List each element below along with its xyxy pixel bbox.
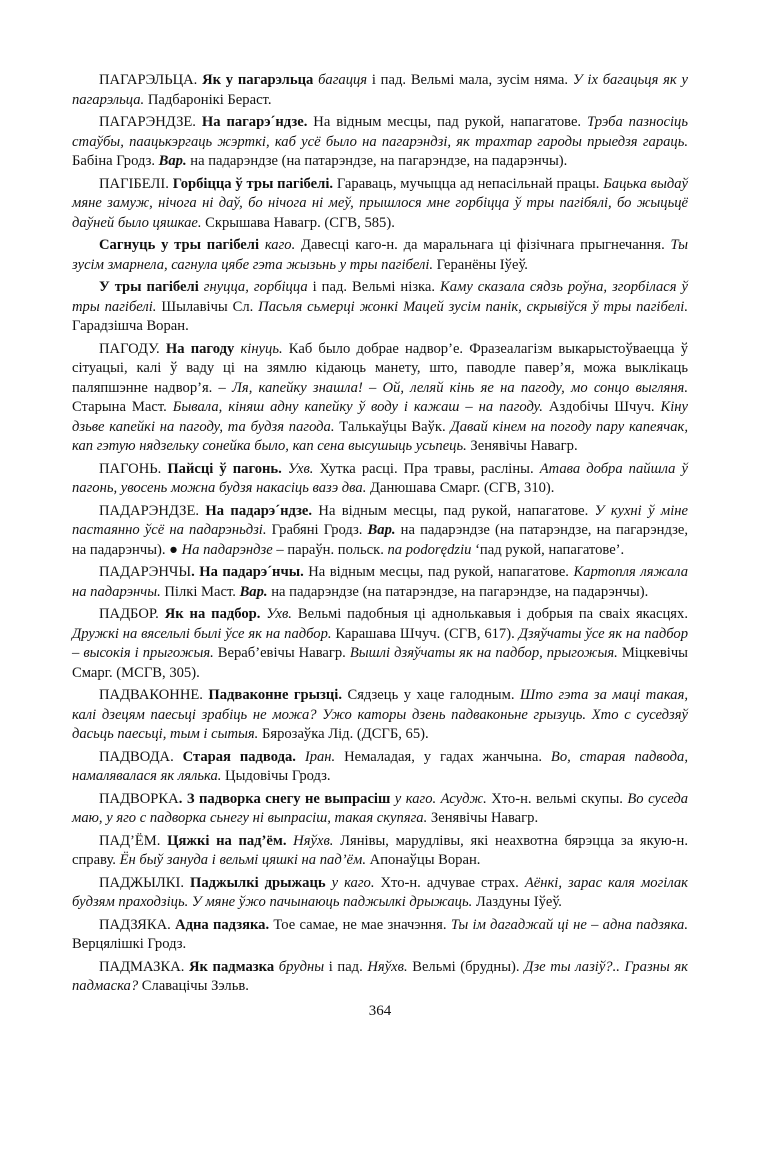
italic-text: Ён быў зануда і вельмі цяшкі на пад’ём.: [119, 852, 366, 868]
headword-phrase: На пагоду: [165, 340, 235, 357]
entry-text: ПАДАРЭНДЗЕ.: [99, 502, 206, 519]
headword-phrase: Адна падзяка.: [175, 916, 270, 933]
entry-text: Вельмі падобныя ці аднолькавыя і добрыя па сваіх якасцях.: [291, 606, 688, 622]
entry-text: ‘пад рукой, напагатове’.: [471, 541, 625, 558]
entry-text: Пілкі Маст.: [160, 583, 240, 600]
entry-text: Цыдовічы Гродз.: [221, 768, 331, 784]
headword-phrase: Цяжкі на пад’ём.: [167, 832, 287, 849]
entry-text: на падарэндзе (на патарэндзе, на пагарэндзе, на падарэнчы).: [267, 583, 649, 600]
italic-text: Вар.: [367, 522, 396, 538]
entry-text: ПАДВАКОННЕ.: [99, 687, 209, 703]
entry-text: Міцкевічы Смарг. (МСГВ, 305).: [72, 645, 688, 681]
entry-text: ПАГАРЭНДЗЕ.: [99, 114, 202, 130]
italic-text: Пасьля сьмерці жонкі Мацей зусім панік, скрывіўся ў тры пагібелі.: [258, 298, 688, 315]
italic-text: Ухв.: [266, 606, 292, 622]
entry-text: Карашава Шчуч. (СГВ, 617).: [331, 625, 519, 642]
entry-text: ПАДВОДА.: [99, 748, 183, 765]
italic-text: Ты ім дагаджай ці не – адна падзяка.: [450, 916, 688, 933]
italic-text: У кухні ў міне пастаянно ўсё на падарэньдзі.: [72, 502, 688, 538]
italic-text: каго.: [264, 237, 296, 253]
entry-padjom: [72, 832, 688, 871]
headword-phrase: Падваконне грызці.: [208, 687, 343, 703]
italic-text: у каго.: [331, 874, 375, 891]
entry-text: ПАДВОРКА: [99, 790, 179, 807]
italic-text: брудны: [278, 958, 325, 975]
entry-padarendze: [72, 502, 688, 561]
entry-padvoda: [72, 748, 688, 787]
headword-phrase: Як на падбор.: [164, 606, 261, 622]
entry-pagodu: [72, 340, 688, 457]
italic-text: у каго. Асудж.: [394, 790, 487, 807]
entry-text: ПАГІБЕЛІ.: [99, 175, 173, 192]
entry-text: Талькаўцы Ваўк.: [334, 418, 451, 435]
entry-text: і пад. Вельмі нізка.: [307, 279, 441, 295]
entry-u-try-pagibeli: [72, 278, 688, 337]
entry-text: Славацічы Зэльв.: [138, 978, 249, 994]
italic-text: гнуцца, горбіцца: [203, 279, 308, 295]
entry-text: Падбаронікі Бераст.: [144, 91, 272, 108]
italic-text: Во суседа маю, у яго с падворка сьнегу ні выпрасіш, такая скупяга.: [72, 790, 689, 826]
entry-text: ПАДАРЭНЧЫ: [99, 564, 192, 580]
italic-text: Іран.: [304, 748, 336, 765]
italic-text: Дзяўчаты ўсе як на падбор – высокія і прыгожыя.: [72, 625, 688, 661]
italic-text: Вар.: [239, 583, 268, 600]
entry-text: На відным месцы, пад рукой, напагатове.: [303, 564, 574, 580]
entry-text: Бабіна Гродз.: [72, 153, 159, 169]
entry-padzyaka: [72, 916, 688, 955]
italic-text: Во, старая падвода, намалявалася як лялька.: [72, 748, 688, 784]
entry-padvakonne: [72, 686, 688, 745]
entry-text: Гарадзішча Воран.: [72, 318, 189, 334]
entry-text: на падарэндзе (на патарэндзе, на пагарэндзе, на падарэнчы). ●: [72, 522, 688, 558]
entry-text: Хто-н. вельмі скупы.: [486, 790, 628, 807]
italic-text: кінуць.: [240, 340, 283, 357]
entry-text: ПАГАРЭЛЬЦА.: [99, 72, 203, 88]
entry-text: На відным месцы, пад рукой, напагатове.: [312, 502, 595, 519]
headword-phrase: Як у пагарэльца: [202, 72, 314, 88]
entry-padzhylki: [72, 874, 688, 913]
italic-text: na podorędziu: [387, 541, 472, 558]
entry-text: Хто-н. адчувае страх.: [374, 874, 525, 891]
page-number: 364: [368, 1003, 392, 1019]
italic-text: У іх багацьця як у пагарэльца.: [72, 72, 688, 108]
italic-text: Трэба пазносіць стаўбы, паацькэргаць жэрткі, каб усё было на пагарэндзі, як трахтар гароды прыедзя гараць.: [72, 114, 688, 150]
headword-phrase: Паджылкі дрыжаць: [190, 874, 326, 891]
italic-text: Атава добра пайшла ў пагонь, увосень можна будзя накасіць вазэ два.: [72, 460, 688, 496]
entry-text: Скрышава Навагр. (СГВ, 585).: [201, 214, 395, 231]
entry-text: Зенявічы Навагр.: [427, 810, 539, 826]
entry-text: Гараваць, мучыцца ад непасільнай працы.: [333, 175, 604, 192]
italic-text: Вышлі дзяўчаты як на падбор, прыгожыя.: [349, 645, 618, 661]
entry-text: Сядзець у хаце галодным.: [342, 687, 520, 703]
dictionary-page: [72, 71, 688, 1000]
entry-text: ПАГОДУ.: [99, 340, 166, 357]
headword-phrase: Старая падвода.: [182, 748, 296, 765]
headword-phrase: Пайсці ў пагонь.: [167, 460, 282, 477]
entry-pagibeli: [72, 175, 688, 234]
entry-pagon: [72, 460, 688, 499]
headword-phrase: На падарэ´ндзе.: [205, 502, 313, 519]
italic-text: Ты зусім змарнела, сагнула цябе гэта жызьнь у тры пагібелі.: [72, 237, 688, 273]
entry-text: Вельмі (брудны).: [407, 958, 525, 975]
headword-phrase: Горбіцца ў тры пагібелі.: [172, 175, 334, 192]
headword-phrase: . З падворка снегу не выпрасіш: [178, 790, 391, 807]
entry-pagarelca: [72, 71, 688, 110]
italic-text: Картопля ляжала на падарэнчы.: [72, 564, 688, 600]
entry-text: ПАДМАЗКА.: [99, 958, 190, 975]
entry-text: ПАДБОР.: [99, 606, 165, 622]
entry-text: Данюшава Смарг. (СГВ, 310).: [366, 480, 555, 496]
entry-text: ПАДЖЫЛКІ.: [99, 874, 190, 891]
entry-text: Давесці каго-н. да маральнага ці фізічнага прыгнечання.: [295, 237, 671, 253]
entry-text: Верцялішкі Гродз.: [72, 936, 187, 952]
headword-phrase: У тры пагібелі: [99, 279, 199, 295]
headword-phrase: . На падарэ´нчы.: [191, 564, 304, 580]
entry-text: на падарэндзе (на патарэндзе, на пагарэндзе, на падарэнчы).: [186, 153, 568, 169]
italic-text: На падарэндзе: [181, 541, 273, 558]
italic-text: Каму сказала сядзь роўна, згорбілася ў тры пагібелі.: [72, 279, 689, 315]
entry-text: Шылавічы Сл.: [161, 298, 259, 315]
italic-text: Што гэта за маці такая, калі дзецям паесьці зрабіць не можа? Ужо каторы дзень падваконьне грызуць. Хто с суседзяў дасьць паесьці, тым і сытыя.: [72, 687, 689, 742]
entry-text: і пад.: [324, 958, 368, 975]
italic-text: Няўхв.: [293, 832, 334, 849]
italic-text: Кіну дзьве капейкі на пагоду, та будзя пагода.: [72, 399, 689, 435]
entry-text: Аздобічы Шчуч.: [542, 399, 661, 415]
entry-text: Каб было добрае надвор’е. Фразеалагізм выкарыстоўваецца ў сітуацыі, калі ў ваду ці на зямлю кідаюць манету, што, паводле павер’я, можа выклікаць паляпшэнне надвор’я. –: [72, 340, 688, 396]
entry-padarenchy: [72, 563, 688, 602]
entry-text: [296, 749, 305, 765]
headword-phrase: Як падмазка: [189, 958, 275, 975]
entry-text: Лянівы, марудлівы, які неахвотна бярэцца за якую-н. справу.: [72, 832, 688, 868]
italic-text: Ля, капейку знашла! – Ой, леляй кінь яе на пагоду, мо сонцо выгляня.: [232, 379, 688, 396]
italic-text: Аёнкі, зарас каля могілак будзям праходзіць. У мяне ўжо пачынаюць паджылкі дрыжаць.: [72, 874, 688, 910]
entry-sagnuc: [72, 236, 688, 275]
italic-text: Давай кінем на погоду пару капеячак, кап гэтую нядзельку сонейка было, кап сена высушыць усьпець.: [72, 418, 688, 454]
entry-text: Геранёны Іўеў.: [433, 256, 528, 273]
entry-pagarendze: [72, 113, 688, 172]
headword-phrase: На пагарэ´ндзе.: [201, 114, 308, 130]
headword-phrase: Сагнуць у тры пагібелі: [99, 237, 260, 253]
entry-text: Старына Маст.: [72, 399, 173, 415]
italic-text: Няўхв.: [367, 958, 408, 975]
entry-padmazka: [72, 958, 688, 997]
italic-text: багацця: [318, 72, 368, 88]
entry-text: Немаладая, у гадах жанчына.: [335, 748, 551, 765]
entry-text: Хутка расці. Пра травы, расліны.: [313, 460, 540, 477]
italic-text: Вар.: [158, 153, 187, 169]
entry-text: Вераб’евічы Навагр.: [213, 645, 350, 661]
entry-padbor: [72, 605, 688, 683]
entry-text: Бярозаўка Лід. (ДСГБ, 65).: [258, 726, 429, 742]
entry-text: Грабяні Гродз.: [266, 522, 368, 538]
entry-text: Тое самае, не мае значэння.: [269, 916, 451, 933]
entry-text: ПАДЗЯКА.: [99, 916, 176, 933]
entry-text: – параўн. польск.: [272, 541, 388, 558]
entry-text: ПАГОНЬ.: [99, 460, 168, 477]
italic-text: Бацька выдаў мяне замуж, нічога ні даў, бо нічога ні меў, прышлося мне горбіцца ў тры пагібялі, бо жыцьцё даўней было цяшкае.: [72, 175, 688, 231]
entry-text: Лаздуны Іўеў.: [472, 894, 562, 910]
entry-text: ПАД’ЁМ.: [99, 832, 168, 849]
italic-text: Дружкі на вясельлі былі ўсе як на падбор.: [72, 625, 332, 642]
entry-text: Апонаўцы Воран.: [366, 852, 481, 868]
italic-text: Дзе ты лазіў?.. Гразны як падмаска?: [72, 958, 688, 994]
entry-text: На відным месцы, пад рукой, напагатове.: [307, 114, 588, 130]
italic-text: Бывала, кіняш адну капейку ў воду і кажаш – на пагоду.: [172, 399, 543, 415]
entry-text: і пад. Вельмі мала, зусім няма.: [367, 72, 573, 88]
italic-text: Ухв.: [287, 460, 314, 477]
entry-text: Зенявічы Навагр.: [466, 438, 578, 454]
entry-padvorka: [72, 790, 688, 829]
